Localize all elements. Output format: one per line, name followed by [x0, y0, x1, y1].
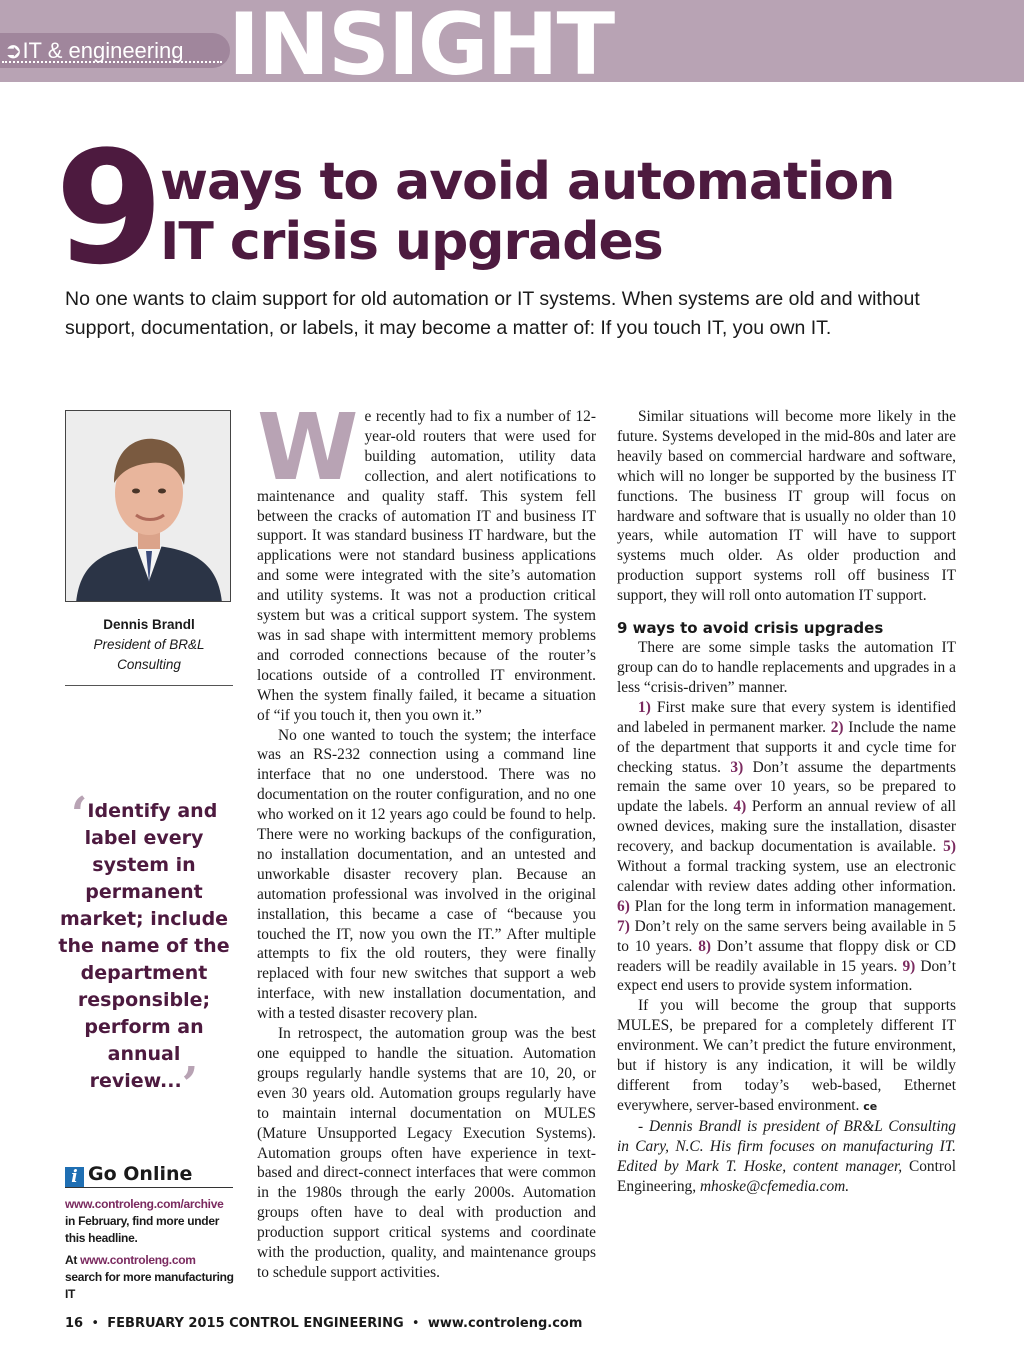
- page-footer: [65, 1316, 582, 1331]
- article-paragraph: [617, 996, 956, 1116]
- footer-issue: FEBRUARY 2015 CONTROL ENGINEERING: [107, 1316, 404, 1331]
- signoff-text: - Dennis Brandl is president of BR&L Consulting in Cary, N.C. His firm focuses on manufacturing IT. Edited by Mark T. Hoske, content manager,: [617, 1117, 956, 1175]
- go-online-prefix: At: [65, 1253, 81, 1267]
- signoff-publication: Control Engineering,: [617, 1157, 956, 1195]
- headline-number: 9: [55, 117, 160, 299]
- tip-number: 1): [638, 698, 657, 716]
- headline: [160, 152, 894, 272]
- insight-banner: INSIGHT: [228, 0, 614, 95]
- tip-text: Don’t assume the departments remain the same over 10 years, so be prepared to update the labels.: [617, 758, 956, 816]
- tip-text: Without a formal tracking system, use an electronic calendar with review dates adding other information.: [617, 858, 956, 895]
- tip-number: 2): [830, 718, 849, 736]
- info-icon: i: [65, 1167, 84, 1187]
- author-caption: [65, 615, 233, 675]
- go-online-box: [65, 1196, 237, 1308]
- footer-bullet: •: [411, 1316, 420, 1331]
- pull-quote: [52, 787, 236, 1113]
- pull-quote-text: Identify and label every system in permanent market; include the name of the department responsible; perform an annual review...: [58, 800, 230, 1092]
- paragraph-text: In retrospect, the automation group was the best one equipped to handle the situation. Automation groups regularly handle systems that are 10, 20, or even 30 years old. Automation groups regularly have to maintain internal documentation on MULES (Mature Unsupported Legacy Execution Systems). Automation groups often have experience in text-based and direct-connect interfaces that were common in the 1980s through the early 2000s. Automation groups often have to deal with production and production support critical systems and coordinate with the production, quality, and maintenance groups to schedule support activities.: [257, 1025, 596, 1281]
- tip-text: Don’t expect end users to provide system information.: [617, 957, 956, 995]
- author-signoff: [617, 1117, 956, 1197]
- article-paragraph: Similar situations will become more likely in the future. Systems developed in the mid-80s and later are heavily based on commercial hardware and software, which will no longer be supported by the business IT functions. The business IT group will focus on hardware and software that is usually no older than 10 years, while automation IT will have to support systems much older. As older production and production support systems roll off business IT support, they will roll onto automation IT support.: [617, 408, 956, 605]
- tip-number: 8): [698, 937, 717, 955]
- arrow-icon: ➲: [4, 38, 23, 63]
- site-link[interactable]: www.controleng.com: [80, 1253, 196, 1267]
- tip-text: First make sure that every system is identified and labeled in permanent marker.: [617, 698, 956, 736]
- subheading: 9 ways to avoid crisis upgrades: [617, 619, 884, 638]
- tip-text: Perform an annual review of all owned devices, making sure the installation, disaster recovery, and backup documentation is available.: [617, 798, 956, 856]
- portrait-illustration: [66, 411, 231, 602]
- divider: [65, 1187, 233, 1188]
- paragraph-text: If you will become the group that supports MULES, be prepared for a completely different IT environment. We can’t predict the future environment, but if history is any indication, it will be wildly different from today’s web-based, Ethernet everywhere, server-based environment.: [617, 997, 956, 1114]
- tip-number: 5): [943, 838, 956, 856]
- author-name: Dennis Brandl: [103, 617, 195, 632]
- dotted-underline: [2, 61, 222, 63]
- article-paragraph: [257, 1024, 596, 1283]
- footer-url[interactable]: www.controleng.com: [427, 1316, 583, 1331]
- tip-number: 4): [733, 798, 752, 816]
- author-title-line-1: President of BR&L: [93, 637, 205, 652]
- tip-number: 3): [730, 758, 753, 776]
- signoff-email[interactable]: mhoske@cfemedia.com.: [699, 1177, 850, 1195]
- tip-text: Don’t rely on the same servers being available in 5 to 10 years.: [617, 917, 956, 955]
- article-paragraph: [257, 394, 596, 726]
- headline-line-2: IT crisis upgrades: [160, 212, 663, 272]
- page-number: 16: [65, 1316, 84, 1331]
- close-quote-icon: ’: [181, 1057, 199, 1113]
- archive-link[interactable]: www.controleng.com/archive: [65, 1197, 224, 1211]
- article-column-1: [257, 394, 596, 1283]
- author-photo: [65, 410, 231, 602]
- go-online-heading: [65, 1163, 192, 1187]
- headline-line-1: ways to avoid automation: [160, 152, 895, 212]
- end-mark: ce: [863, 1099, 878, 1113]
- tips-paragraph: [617, 698, 956, 997]
- go-online-text-1: in February, find more under this headline.: [65, 1214, 220, 1245]
- open-quote-icon: ‘: [70, 787, 88, 843]
- go-online-text-2: search for more manufacturing IT: [65, 1270, 234, 1301]
- tip-text: Plan for the long term in information management.: [634, 897, 956, 915]
- tip-number: 9): [902, 957, 921, 975]
- tip-text: Include the name of the department that supports it and cycle time for checking status.: [617, 718, 956, 776]
- section-tag-label: IT & engineering: [22, 38, 184, 63]
- author-title: [65, 635, 233, 675]
- footer-bullet: •: [91, 1316, 100, 1331]
- paragraph-text: e recently had to fix a number of 12-year-old routers that were used for building automation, utility data collection, and alert notifications to maintenance and quality staff. This system fell between the cracks of automation IT and business IT support. It was standard business IT hardware, but the applications were not standard business applications and some were integrated with the site’s automation and utility systems. It was not a production critical system but was a critical support system. The system was in sad shape with intermittent memory problems and corroded connections because of the router’s locations outside of a controlled IT environment. When the system finally failed, it became a situation of “if you touch it, then you own it.”: [257, 408, 596, 724]
- article-paragraph: No one wanted to touch the system; the interface was an RS-232 connection using a command line interface that no one understood. There was no documentation on the router configuration, and no one who worked on it 12 years ago could be found to help. There were no working backups of the configuration, no installation documentation, and an untested and unworkable disaster recovery plan. Because an automation professional was involved in the original installation, this became a case of “because you touched the IT, now you own the IT.” After multiple attempts to fix the old routers, they were finally replaced with four new switches that support a web interface, with new installation documentation, and with a tested disaster recovery plan.: [257, 726, 596, 1023]
- tip-number: 7): [617, 917, 635, 935]
- tip-number: 6): [617, 897, 635, 915]
- section-tag: [0, 33, 230, 68]
- article-paragraph: There are some simple tasks the automation IT group can do to handle replacements and upgrades in a less “crisis-driven” manner.: [617, 639, 956, 696]
- go-online-label: Go Online: [88, 1163, 193, 1185]
- divider: [65, 685, 233, 686]
- article-column-2: [617, 407, 956, 1196]
- drop-cap: W: [257, 394, 359, 501]
- tip-text: Don’t assume that floppy disk or CD readers will be readily available in 15 years.: [617, 937, 957, 975]
- deck: No one wants to claim support for old automation or IT systems. When systems are old and without support, documentation, or labels, it may become a matter of: If you touch IT, you own IT.: [65, 288, 920, 339]
- author-title-line-2: Consulting: [117, 657, 181, 672]
